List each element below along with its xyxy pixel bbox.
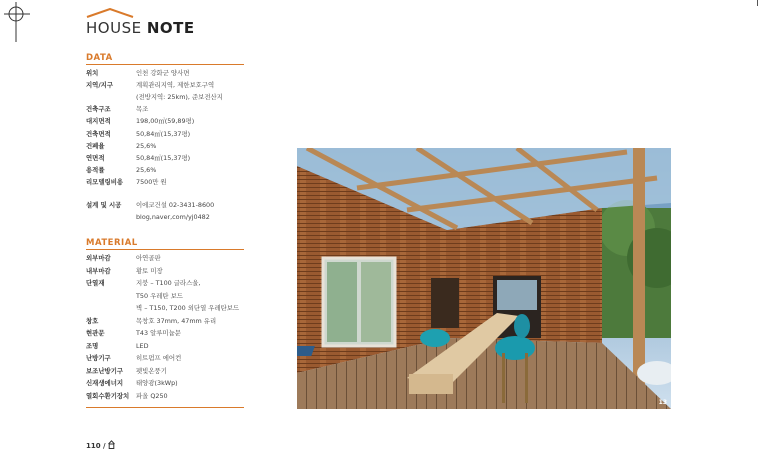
row-value: 지붕 – T100 글라스울, <box>136 279 201 287</box>
photo-number: 13 <box>658 399 667 406</box>
house-footer-icon <box>108 440 115 449</box>
row-value: 25,6% <box>136 141 157 150</box>
row-value: 25,6% <box>136 165 157 174</box>
row-value: 인천 강화군 양사면 <box>136 69 190 77</box>
title-bold: NOTE <box>146 19 195 37</box>
row-value: T43 알루미늄문 <box>136 329 181 337</box>
row-key: 연면적 <box>86 153 105 162</box>
row-value: LED <box>136 341 149 350</box>
row-key: 현관문 <box>86 329 105 337</box>
registration-mark-icon <box>4 2 30 42</box>
row-value: T50 우레탄 보드 <box>136 291 183 300</box>
row-value: 아연골판 <box>136 254 161 262</box>
row-value: 히트펌프 에어컨 <box>136 354 182 362</box>
row-value: 7500만 원 <box>136 177 167 186</box>
design-key: 설계 및 시공 <box>86 201 122 209</box>
row-value: 벽 – T150, T200 외단열 우레탄보드 <box>136 304 240 312</box>
row-value: 50,84㎡(15,37평) <box>136 129 191 138</box>
design-value: 이에코건설 02-3431-8600 <box>136 201 215 209</box>
material-heading: MATERIAL <box>86 238 138 248</box>
row-key: 대지면적 <box>86 117 111 126</box>
row-key: 건폐율 <box>86 141 105 150</box>
row-key: 보조난방기구 <box>86 366 124 375</box>
row-key: 리모델링비용 <box>86 177 124 186</box>
row-key: 난방기구 <box>86 354 111 362</box>
row-value: 198,00㎡(59,89평) <box>136 117 195 126</box>
data-heading: DATA <box>86 53 113 63</box>
house-roof-icon <box>86 8 134 18</box>
row-value: 50,84㎡(15,37평) <box>136 153 191 162</box>
page-number-text: 110 / <box>86 442 106 450</box>
row-key: 건축면적 <box>86 129 111 138</box>
row-key: 위치 <box>86 69 99 77</box>
row-value: 목조 <box>136 105 149 114</box>
design-url: blog,naver,com/yj0482 <box>136 213 210 221</box>
row-value: 계획관리지역, 제한보호구역 <box>136 81 215 90</box>
row-key: 조명 <box>86 341 99 350</box>
row-value: 황토 미장 <box>136 266 163 275</box>
row-value: 파올 Q250 <box>136 391 168 400</box>
title-light: HOUSE <box>86 19 142 37</box>
crop-mark <box>757 0 758 6</box>
page-title <box>86 8 195 38</box>
page-number <box>86 440 115 450</box>
row-key: 내부마감 <box>86 266 111 275</box>
row-key: 지역/지구 <box>86 81 114 90</box>
data-rule <box>86 64 244 65</box>
row-key: 단열재 <box>86 279 105 287</box>
row-value: 태양광(3kWp) <box>136 379 178 387</box>
row-key: 건축구조 <box>86 105 111 114</box>
row-value: 목창호 37mm, 47mm 유리 <box>136 316 217 325</box>
row-key: 외부마감 <box>86 254 111 262</box>
row-key: 용적률 <box>86 165 105 174</box>
bottom-rule <box>86 407 244 408</box>
row-value: (전방지역: 25km), 준보전산지 <box>136 93 223 102</box>
terrace-illustration <box>297 148 671 409</box>
row-key: 창호 <box>86 316 99 325</box>
terrace-photo <box>297 148 671 409</box>
material-rule <box>86 249 244 250</box>
row-value: 펫빛온풍기 <box>136 366 167 375</box>
row-key: 열회수환기장치 <box>86 391 130 400</box>
row-key: 신재생에너지 <box>86 379 124 387</box>
